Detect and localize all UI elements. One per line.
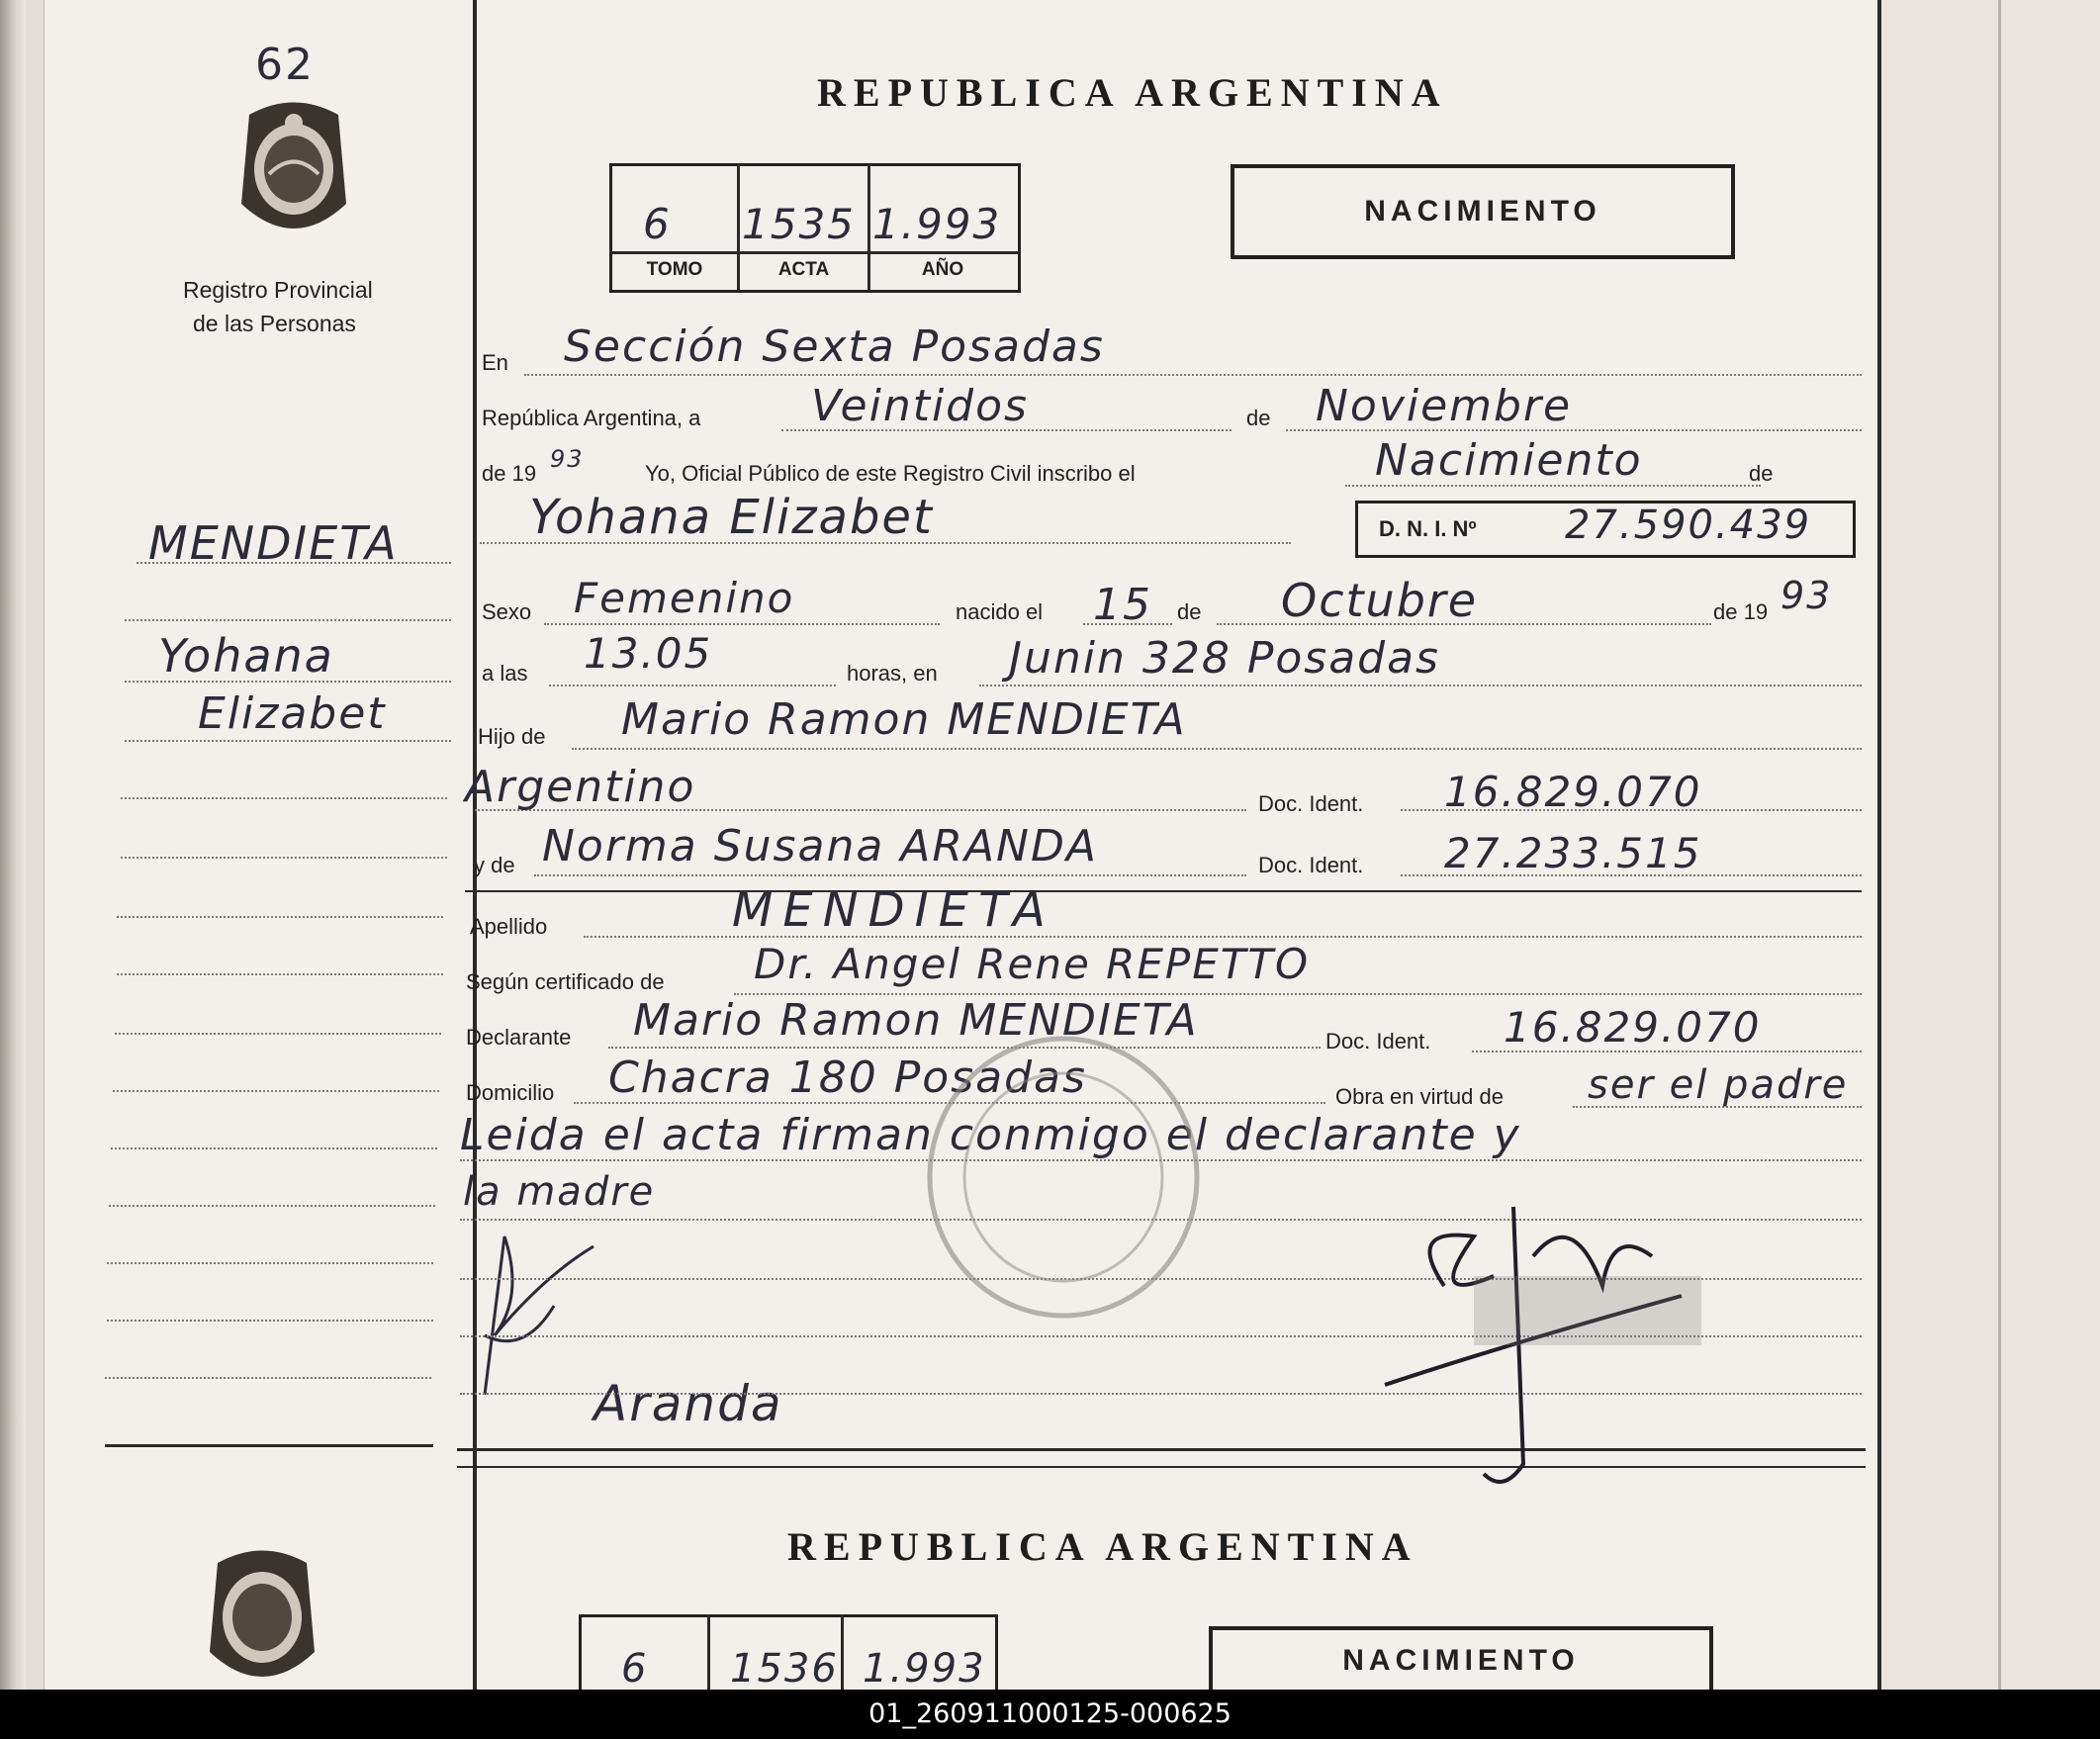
ano-value: 1.993 xyxy=(872,200,1002,248)
de3-label: de xyxy=(1177,599,1202,624)
yde-label: y de xyxy=(474,853,515,877)
mes-value: Noviembre xyxy=(1316,381,1573,431)
en-label: En xyxy=(482,350,508,375)
padre-doc-label: Doc. Ident. xyxy=(1258,791,1364,816)
nac-dia-value: 15 xyxy=(1093,580,1152,630)
dni-value: 27.590.439 xyxy=(1565,503,1812,548)
office-line-1: Registro Provincial xyxy=(183,277,373,303)
nota-line-1: Leida el acta firman conmigo el declarante y xyxy=(460,1110,1521,1160)
nota-line-2: la madre xyxy=(463,1169,656,1215)
binding-shadow xyxy=(0,0,26,1690)
second-ano-value: 1.993 xyxy=(863,1646,986,1690)
dia-value: Veintidos xyxy=(811,381,1029,431)
anio-suffix: 93 xyxy=(550,445,585,473)
madre-doc-value: 27.233.515 xyxy=(1444,829,1702,877)
left-given-2: Elizabet xyxy=(198,688,387,739)
alas-label: a las xyxy=(482,661,528,686)
left-surname: MENDIETA xyxy=(148,516,399,570)
madre-value: Norma Susana ARANDA xyxy=(542,821,1098,871)
sexo-value: Femenino xyxy=(574,574,795,622)
record-type: NACIMIENTO xyxy=(1231,164,1735,259)
obra-value: ser el padre xyxy=(1588,1062,1849,1108)
second-acta-value: 1536 xyxy=(730,1646,839,1690)
apellido-value: MENDIETA xyxy=(732,882,1055,938)
declarante-label: Declarante xyxy=(466,1025,572,1050)
padre-doc-value: 16.829.070 xyxy=(1444,768,1702,816)
madre-doc-label: Doc. Ident. xyxy=(1258,853,1364,877)
ano-label: AÑO xyxy=(921,259,964,280)
adjacent-page xyxy=(1881,0,2100,1690)
office-line-2: de las Personas xyxy=(193,311,356,336)
declarante-doc-value: 16.829.070 xyxy=(1504,1003,1762,1052)
tomo-value: 6 xyxy=(643,200,672,248)
dni-label: D. N. I. Nº xyxy=(1379,516,1477,541)
second-record-type: NACIMIENTO xyxy=(1209,1626,1713,1690)
second-seal xyxy=(198,1543,326,1690)
domicilio-value: Chacra 180 Posadas xyxy=(608,1053,1087,1103)
official-stamp xyxy=(920,1029,1207,1326)
en-value: Sección Sexta Posadas xyxy=(564,321,1105,372)
page-edge xyxy=(26,0,45,1690)
obra-label: Obra en virtud de xyxy=(1335,1084,1504,1109)
oficial-text: Yo, Oficial Público de este Registro Civil inscribo el xyxy=(645,461,1136,486)
certificado-value: Dr. Angel Rene REPETTO xyxy=(754,940,1311,988)
declarante-value: Mario Ramon MENDIETA xyxy=(633,995,1199,1046)
official-signature xyxy=(1365,1167,1721,1504)
column-divider xyxy=(473,0,477,1690)
acta-label: ACTA xyxy=(777,259,830,280)
de-label: de xyxy=(1246,406,1271,430)
nac-mes-value: Octubre xyxy=(1281,574,1479,627)
mother-signature-name: Aranda xyxy=(593,1375,783,1432)
adjacent-page-edge xyxy=(1998,0,2001,1690)
acto-value: Nacimiento xyxy=(1375,435,1643,486)
de2-label: de xyxy=(1749,461,1774,486)
image-caption: 01_260911000125-000625 xyxy=(0,1690,2100,1739)
rep-label: República Argentina, a xyxy=(482,406,701,430)
second-title: REPUBLICA ARGENTINA xyxy=(787,1524,1418,1569)
hora-value: 13.05 xyxy=(584,629,713,678)
padre-nac-value: Argentino xyxy=(465,762,696,812)
left-bottom-rule xyxy=(105,1444,433,1447)
apellido-label: Apellido xyxy=(470,914,548,939)
document-title: REPUBLICA ARGENTINA xyxy=(817,70,1448,115)
declarante-doc-label: Doc. Ident. xyxy=(1325,1029,1431,1053)
second-tomo-value: 6 xyxy=(621,1646,649,1690)
cert-label: Según certificado de xyxy=(466,969,665,994)
tomo-label: TOMO xyxy=(646,259,703,280)
lugar-value: Junin 328 Posadas xyxy=(1009,633,1440,684)
nac-anio-suffix: 93 xyxy=(1780,574,1833,617)
sexo-label: Sexo xyxy=(482,599,532,624)
nacido-label: nacido el xyxy=(956,599,1044,624)
anio-prefix: de 19 xyxy=(482,461,537,486)
horas-label: horas, en xyxy=(847,661,938,686)
left-given-1: Yohana xyxy=(158,629,334,683)
domicilio-label: Domicilio xyxy=(466,1080,555,1105)
page-number: 62 xyxy=(255,40,315,90)
provincial-seal xyxy=(229,95,358,248)
padre-value: Mario Ramon MENDIETA xyxy=(621,694,1187,745)
nac-anio-prefix: de 19 xyxy=(1713,599,1769,624)
nombre-value: Yohana Elizabet xyxy=(529,490,934,545)
hijo-label: Hijo de xyxy=(478,724,546,749)
acta-value: 1535 xyxy=(742,200,856,248)
